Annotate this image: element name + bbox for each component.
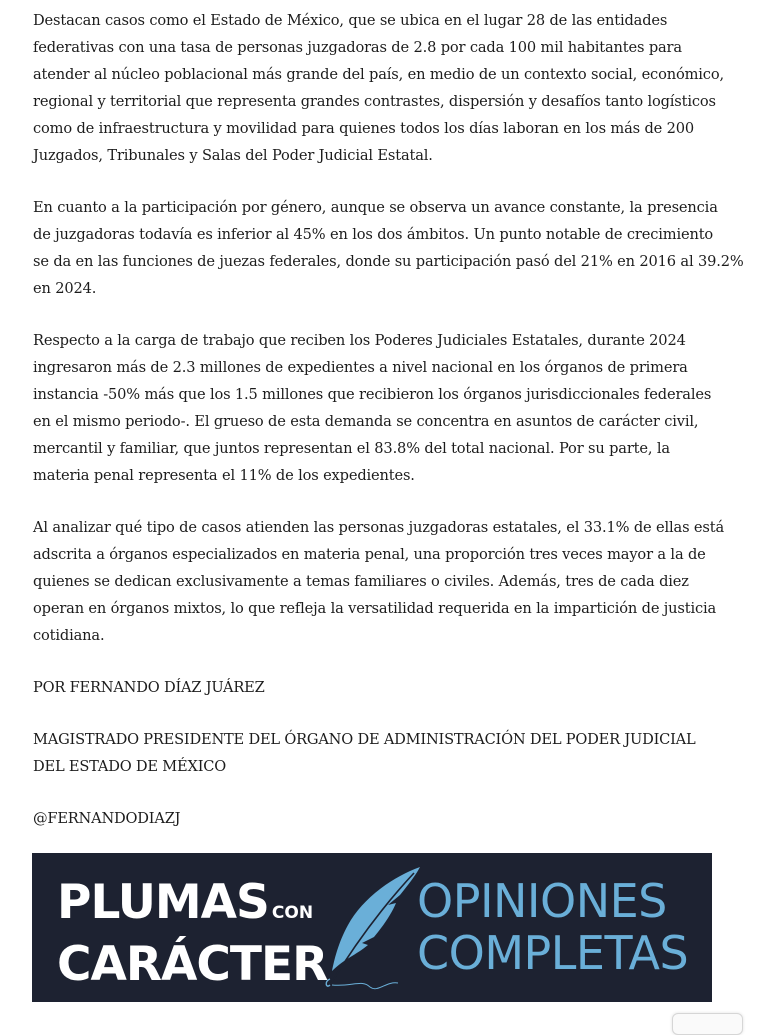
byline — [33, 674, 753, 701]
author-title-line: MAGISTRADO PRESIDENTE DEL ÓRGANO DE ADMINISTRACIÓN DEL PODER JUDICIAL — [33, 731, 696, 748]
brand-caracter: CARÁCTER — [57, 937, 328, 992]
paragraph-2 — [33, 194, 753, 302]
brand-right-text — [417, 875, 688, 979]
brand-opiniones: OPINIONES — [417, 874, 667, 928]
author-name: POR FERNANDO DÍAZ JUÁREZ — [33, 679, 265, 696]
text-line: Destacan casos como el Estado de México, que se ubica en el lugar 28 de las entidades — [33, 12, 668, 29]
author-title-line: DEL ESTADO DE MÉXICO — [33, 758, 226, 775]
brand-con: CON — [271, 903, 314, 923]
text-line: ingresaron más de 2.3 millones de expedientes a nivel nacional en los órganos de primera — [33, 359, 688, 376]
text-line: de juzgadoras todavía es inferior al 45% en los dos ámbitos. Un punto notable de crecimiento — [33, 226, 714, 243]
floating-tab-button[interactable] — [672, 1013, 743, 1035]
text-line: cotidiana. — [33, 627, 105, 644]
brand-word-plumas — [57, 877, 327, 939]
text-line: como de infraestructura y movilidad para quienes todos los días laboran en los más de 200 — [33, 120, 695, 137]
social-handle-link[interactable]: @FERNANDODIAZJ — [33, 810, 181, 827]
text-line: Respecto a la carga de trabajo que reciben los Poderes Judiciales Estatales, durante 2024 — [33, 332, 686, 349]
brand-plumas: PLUMAS — [57, 875, 269, 930]
text-line: se da en las funciones de juezas federales, donde su participación pasó del 21% en 2016 al 39.2% — [33, 253, 744, 270]
text-line: Juzgados, Tribunales y Salas del Poder Judicial Estatal. — [33, 147, 433, 164]
text-line: mercantil y familiar, que juntos representan el 83.8% del total nacional. Por su parte, la — [33, 440, 670, 457]
text-line: adscrita a órganos especializados en materia penal, una proporción tres veces mayor a la de — [33, 546, 706, 563]
text-line: regional y territorial que representa grandes contrastes, dispersión y desafíos tanto logísticos — [33, 93, 716, 110]
text-line: atender al núcleo poblacional más grande del país, en medio de un contexto social, económico, — [33, 66, 724, 83]
author-handle — [33, 805, 753, 832]
text-line: instancia -50% más que los 1.5 millones que recibieron los órganos jurisdiccionales federales — [33, 386, 712, 403]
author-title — [33, 726, 753, 780]
feather-quill-icon — [322, 863, 422, 993]
text-line: Al analizar qué tipo de casos atienden las personas juzgadoras estatales, el 33.1% de ellas está — [33, 519, 725, 536]
paragraph-1 — [33, 7, 753, 169]
plumas-con-caracter-banner[interactable] — [32, 853, 712, 1002]
text-line: quienes se dedican exclusivamente a temas familiares o civiles. Además, tres de cada diez — [33, 573, 689, 590]
paragraph-3 — [33, 327, 753, 489]
text-line: materia penal representa el 11% de los expedientes. — [33, 467, 415, 484]
paragraph-4 — [33, 514, 753, 649]
text-line: En cuanto a la participación por género, aunque se observa un avance constante, la presencia — [33, 199, 718, 216]
text-line: en el mismo periodo-. El grueso de esta demanda se concentra en asuntos de carácter civil, — [33, 413, 699, 430]
text-line: federativas con una tasa de personas juzgadoras de 2.8 por cada 100 mil habitantes para — [33, 39, 682, 56]
brand-completas: COMPLETAS — [417, 926, 689, 980]
text-line: en 2024. — [33, 280, 97, 297]
article-body — [33, 7, 753, 857]
text-line: operan en órganos mixtos, lo que refleja la versatilidad requerida en la impartición de justicia — [33, 600, 717, 617]
brand-left-text — [57, 877, 327, 991]
